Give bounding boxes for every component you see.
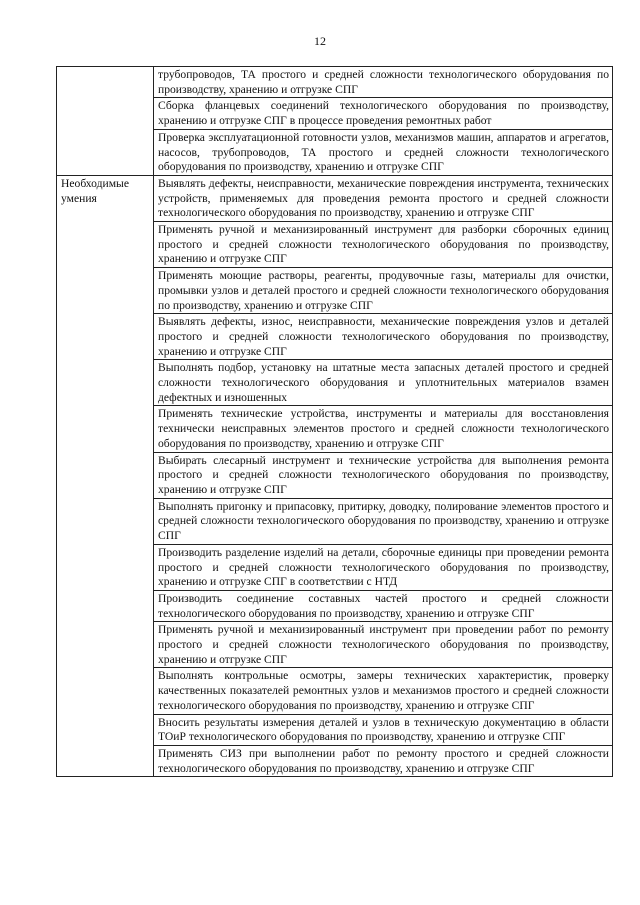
skill-text: Применять моющие растворы, реагенты, продувочные газы, материалы для очистки, промывки узлов и деталей простого и средней сложности технологического оборудования по производству, хранению и отгрузке СПГ xyxy=(154,268,613,314)
page-number: 12 xyxy=(314,34,326,48)
action-text: Проверка эксплуатационной готовности узлов, механизмов машин, аппаратов и агрегатов, насосов, трубопроводов, ТА простого и средней сложности технологического оборудования по производству, хранению и отгрузке СПГ xyxy=(154,129,613,175)
empty-label-cell xyxy=(57,67,154,176)
skill-text: Применять технические устройства, инструменты и материалы для восстановления технически неисправных элементов простого и средней сложности технологического оборудования по производству, хранению и отгрузке СПГ xyxy=(154,406,613,452)
skill-text: Выявлять дефекты, неисправности, механические повреждения инструмента, технических устройств, применяемых для проведения ремонта простого и средней сложности технологического оборудования по производству, хранению и отгрузке СПГ xyxy=(154,175,613,221)
skill-text: Выбирать слесарный инструмент и технические устройства для выполнения ремонта простого и средней сложности технологического оборудования по производству, хранению и отгрузке СПГ xyxy=(154,452,613,498)
skill-text: Применять СИЗ при выполнении работ по ремонту простого и средней сложности технологического оборудования по производству, хранению и отгрузке СПГ xyxy=(154,745,613,776)
skill-text: Выявлять дефекты, износ, неисправности, механические повреждения узлов и деталей простого и средней сложности технологического оборудования по производству, хранению и отгрузке СПГ xyxy=(154,314,613,360)
table-row xyxy=(57,67,613,98)
competency-table xyxy=(56,66,613,777)
skills-label: Необходимые умения xyxy=(57,175,154,776)
action-text: Сборка фланцевых соединений технологического оборудования по производству, хранению и отгрузке СПГ в процессе проведения ремонтных работ xyxy=(154,98,613,129)
skill-text: Производить разделение изделий на детали, сборочные единицы при проведении ремонта простого и средней сложности технологического оборудования по производству, хранению и отгрузке СПГ в соответствии с НТД xyxy=(154,544,613,590)
skill-text: Выполнять пригонку и припасовку, притирку, доводку, полирование элементов простого и средней сложности технологического оборудования по производству, хранению и отгрузке СПГ xyxy=(154,498,613,544)
skill-text: Применять ручной и механизированный инструмент при проведении работ по ремонту простого и средней сложности технологического оборудования по производству, хранению и отгрузке СПГ xyxy=(154,622,613,668)
skill-text: Производить соединение составных частей простого и средней сложности технологического оборудования по производству, хранению и отгрузке СПГ xyxy=(154,590,613,621)
skill-text: Выполнять контрольные осмотры, замеры технических характеристик, проверку качественных показателей ремонтных узлов и механизмов простого и средней сложности технологического оборудования по производству, хранению и отгрузке СПГ xyxy=(154,668,613,714)
skill-text: Применять ручной и механизированный инструмент для разборки сборочных единиц простого и средней сложности технологического оборудования по производству, хранению и отгрузке СПГ xyxy=(154,222,613,268)
table-row xyxy=(57,175,613,221)
skill-text: Вносить результаты измерения деталей и узлов в техническую документацию в области ТОиР технологического оборудования по производству, хранению и отгрузке СПГ xyxy=(154,714,613,745)
action-text: трубопроводов, ТА простого и средней сложности технологического оборудования по производству, хранению и отгрузке СПГ xyxy=(154,67,613,98)
skill-text: Выполнять подбор, установку на штатные места запасных деталей простого и средней сложности технологического оборудования и уплотнительных материалов взамен дефектных и изношенных xyxy=(154,360,613,406)
